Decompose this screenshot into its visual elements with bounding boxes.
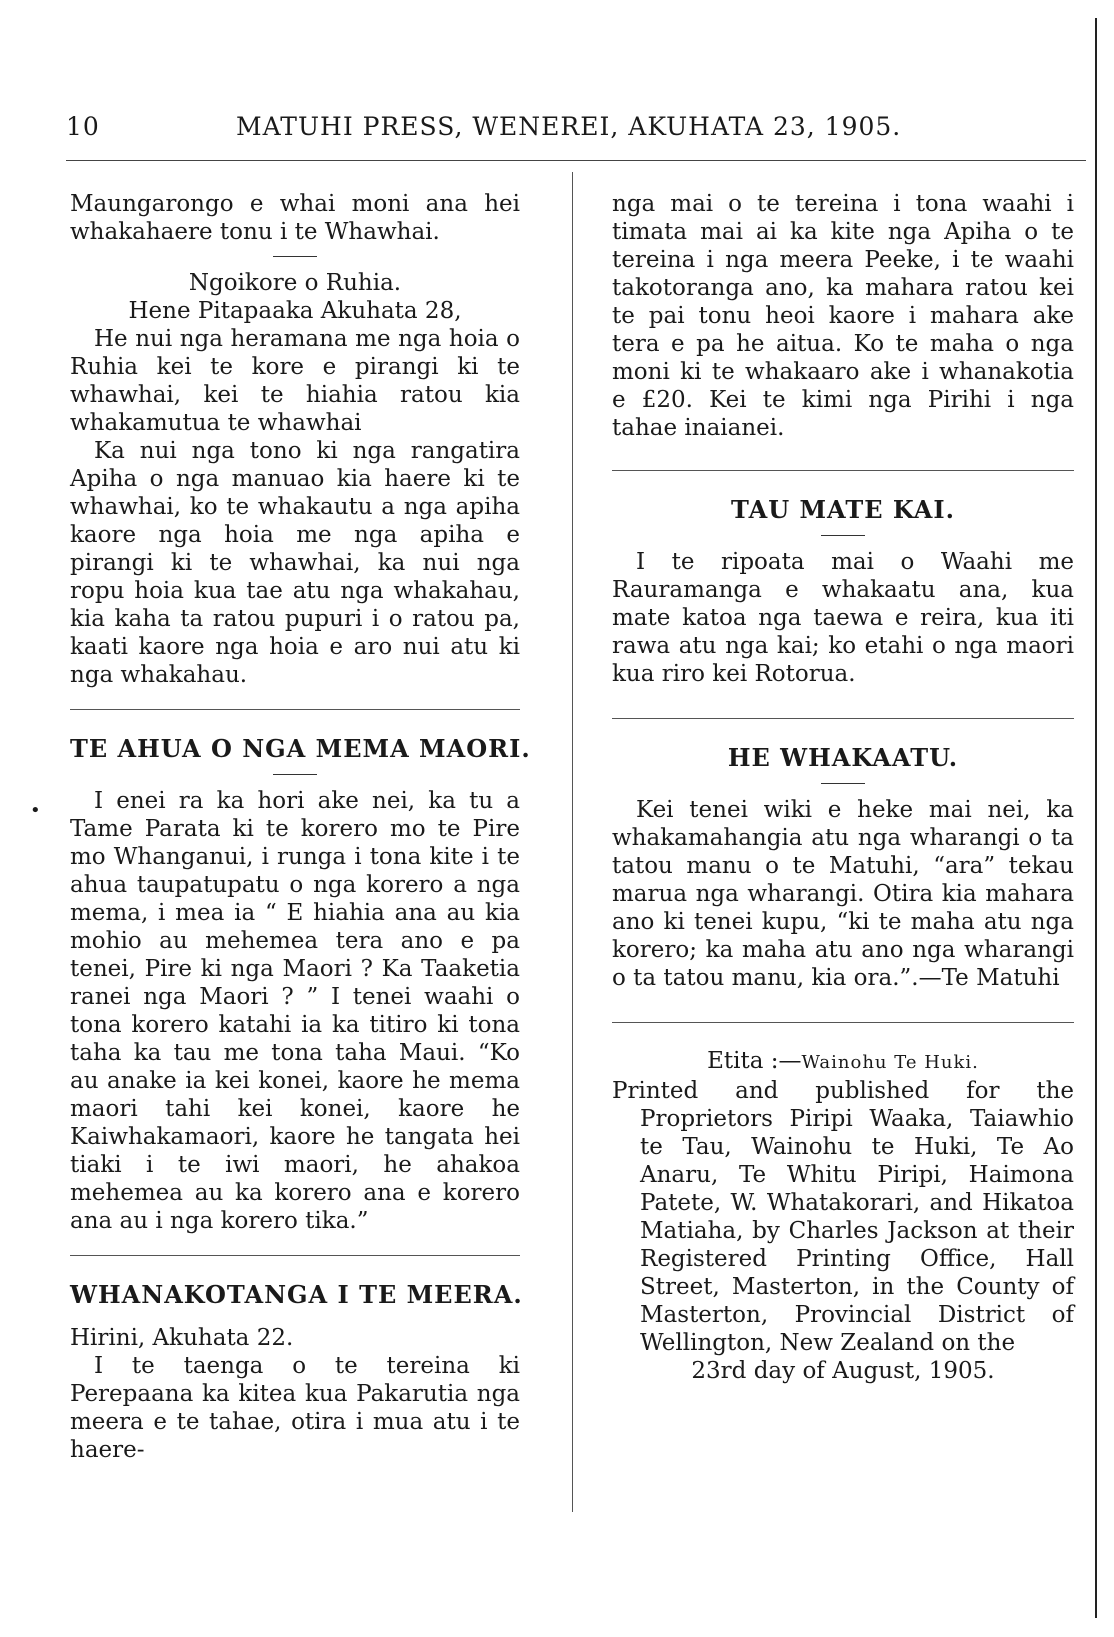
imprint-date: 23rd day of August, 1905.	[691, 1358, 995, 1384]
section-rule	[70, 1255, 520, 1256]
article-paragraph: Kei tenei wiki e heke mai nei, ka whakamahangia atu nga wharangi o ta tatou manu o te Matuhi, “ara” tekau marua nga wharangi. Otira kia mahara ano ki tenei kupu, “ki te maha atu nga korero; ka maha atu ano nga wharangi o ta tatou manu, kia ora.”.—Te Matuhi	[612, 797, 1074, 991]
section-heading: TE AHUA O NGA MEMA MAORI.	[70, 734, 531, 763]
column-divider	[572, 172, 573, 1512]
masthead-title: MATUHI PRESS, WENEREI, AKUHATA 23, 1905.	[236, 112, 902, 141]
section-rule	[612, 1022, 1074, 1023]
left-column	[70, 190, 531, 1464]
section-heading: TAU MATE KAI.	[731, 495, 955, 524]
article-subtitle: Ngoikore o Ruhia.	[188, 270, 402, 296]
section-heading: HE WHAKAATU.	[727, 743, 959, 772]
article-dateline: Hirini, Akuhata 22.	[70, 1325, 294, 1351]
section-heading: WHANAKOTANGA I TE MEERA.	[70, 1280, 523, 1309]
short-rule	[273, 774, 317, 775]
article-paragraph: I enei ra ka hori ake nei, ka tu a Tame Parata ki te korero mo te Pire mo Whanganui, i runga i tona kite i te ahua taupatupatu o nga korero a nga mema, i mea ia “ E hiahia ana au kia mohio au mehemea tera ano e pa tenei, Pire ki nga Maori ? Ka Taaketia ranei nga Maori ? ” I tenei waahi o tona korero katahi ia ka titiro ki tona taha ka tau me tona taha Maui. “Ko au anake ia kei konei, kaore he mema maori tahi kei konei, kaore he Kaiwhakamaori, kaore he tangata hei tiaki i te iwi maori, he ahakoa mehemea au ka korero ana e korero ana au i nga korero tika.”	[70, 788, 520, 1234]
editor-line	[612, 1047, 1074, 1077]
section-rule	[612, 470, 1074, 471]
right-column	[612, 190, 1074, 1385]
short-rule	[821, 783, 865, 784]
margin-mark: •	[30, 800, 41, 821]
article-paragraph: I te taenga o te tereina ki Perepaana ka kitea kua Pakarutia nga meera e te tahae, otira i mua atu i te haere-	[70, 1353, 520, 1463]
opening-paragraph: Maungarongo e whai moni ana hei whakahaere tonu i te Whawhai.	[70, 191, 520, 245]
section-rule	[612, 718, 1074, 719]
article-paragraph: I te ripoata mai o Waahi me Rauramanga e whakaatu ana, kua mate katoa nga taewa e reira, kua iti rawa atu nga kai; ko etahi o nga maori kua riro kei Rotorua.	[612, 549, 1074, 687]
article-dateline: Hene Pitapaaka Akuhata 28,	[128, 298, 462, 324]
short-rule	[821, 535, 865, 536]
page-header	[66, 112, 906, 146]
editor-label: Etita :—	[707, 1048, 802, 1074]
page-number: 10	[66, 112, 100, 141]
section-rule	[70, 709, 520, 710]
continued-paragraph: nga mai o te tereina i tona waahi i timata mai ai ka kite nga Apiha o te tereina i nga meera Peeke, i te waahi takotoranga ano, ka mahara ratou kei te pai tonu heoi kaore i mahara ake tera e pa he aitua. Ko te maha o nga moni ki te whakaaro ake i whanakotia e £20. Kei te kimi nga Pirihi i nga tahae inaianei.	[612, 191, 1074, 441]
editor-name: Wainohu Te Huki.	[801, 1052, 979, 1073]
page-edge-line	[1095, 18, 1097, 1618]
header-rule	[66, 160, 1086, 161]
article-paragraph: Ka nui nga tono ki nga rangatira Apiha o nga manuao kia haere ki te whawhai, ko te whakautu a nga apiha kaore nga hoia me nga apiha e pirangi ki te whawhai, ka nui nga ropu hoia kua tae atu nga whakahau, kia kaha ta ratou pupuri i o ratou pa, kaati kaore nga hoia e aro nui atu ki nga whakahau.	[70, 438, 520, 688]
short-rule	[273, 256, 317, 257]
article-paragraph: He nui nga heramana me nga hoia o Ruhia kei te kore e pirangi ki te whawhai, kei te hiahia ratou kia whakamutua te whawhai	[70, 326, 520, 436]
imprint-text: Printed and published for the Proprietors Piripi Waaka, Taiawhio te Tau, Wainohu te Huki, Te Ao Anaru, Te Whitu Piripi, Haimona Patete, W. Whatakorari, and Hikatoa Matiaha, by Charles Jackson at their Registered Printing Office, Hall Street, Masterton, in the County of Masterton, Provincial District of Wellington, New Zealand on the	[612, 1078, 1074, 1356]
